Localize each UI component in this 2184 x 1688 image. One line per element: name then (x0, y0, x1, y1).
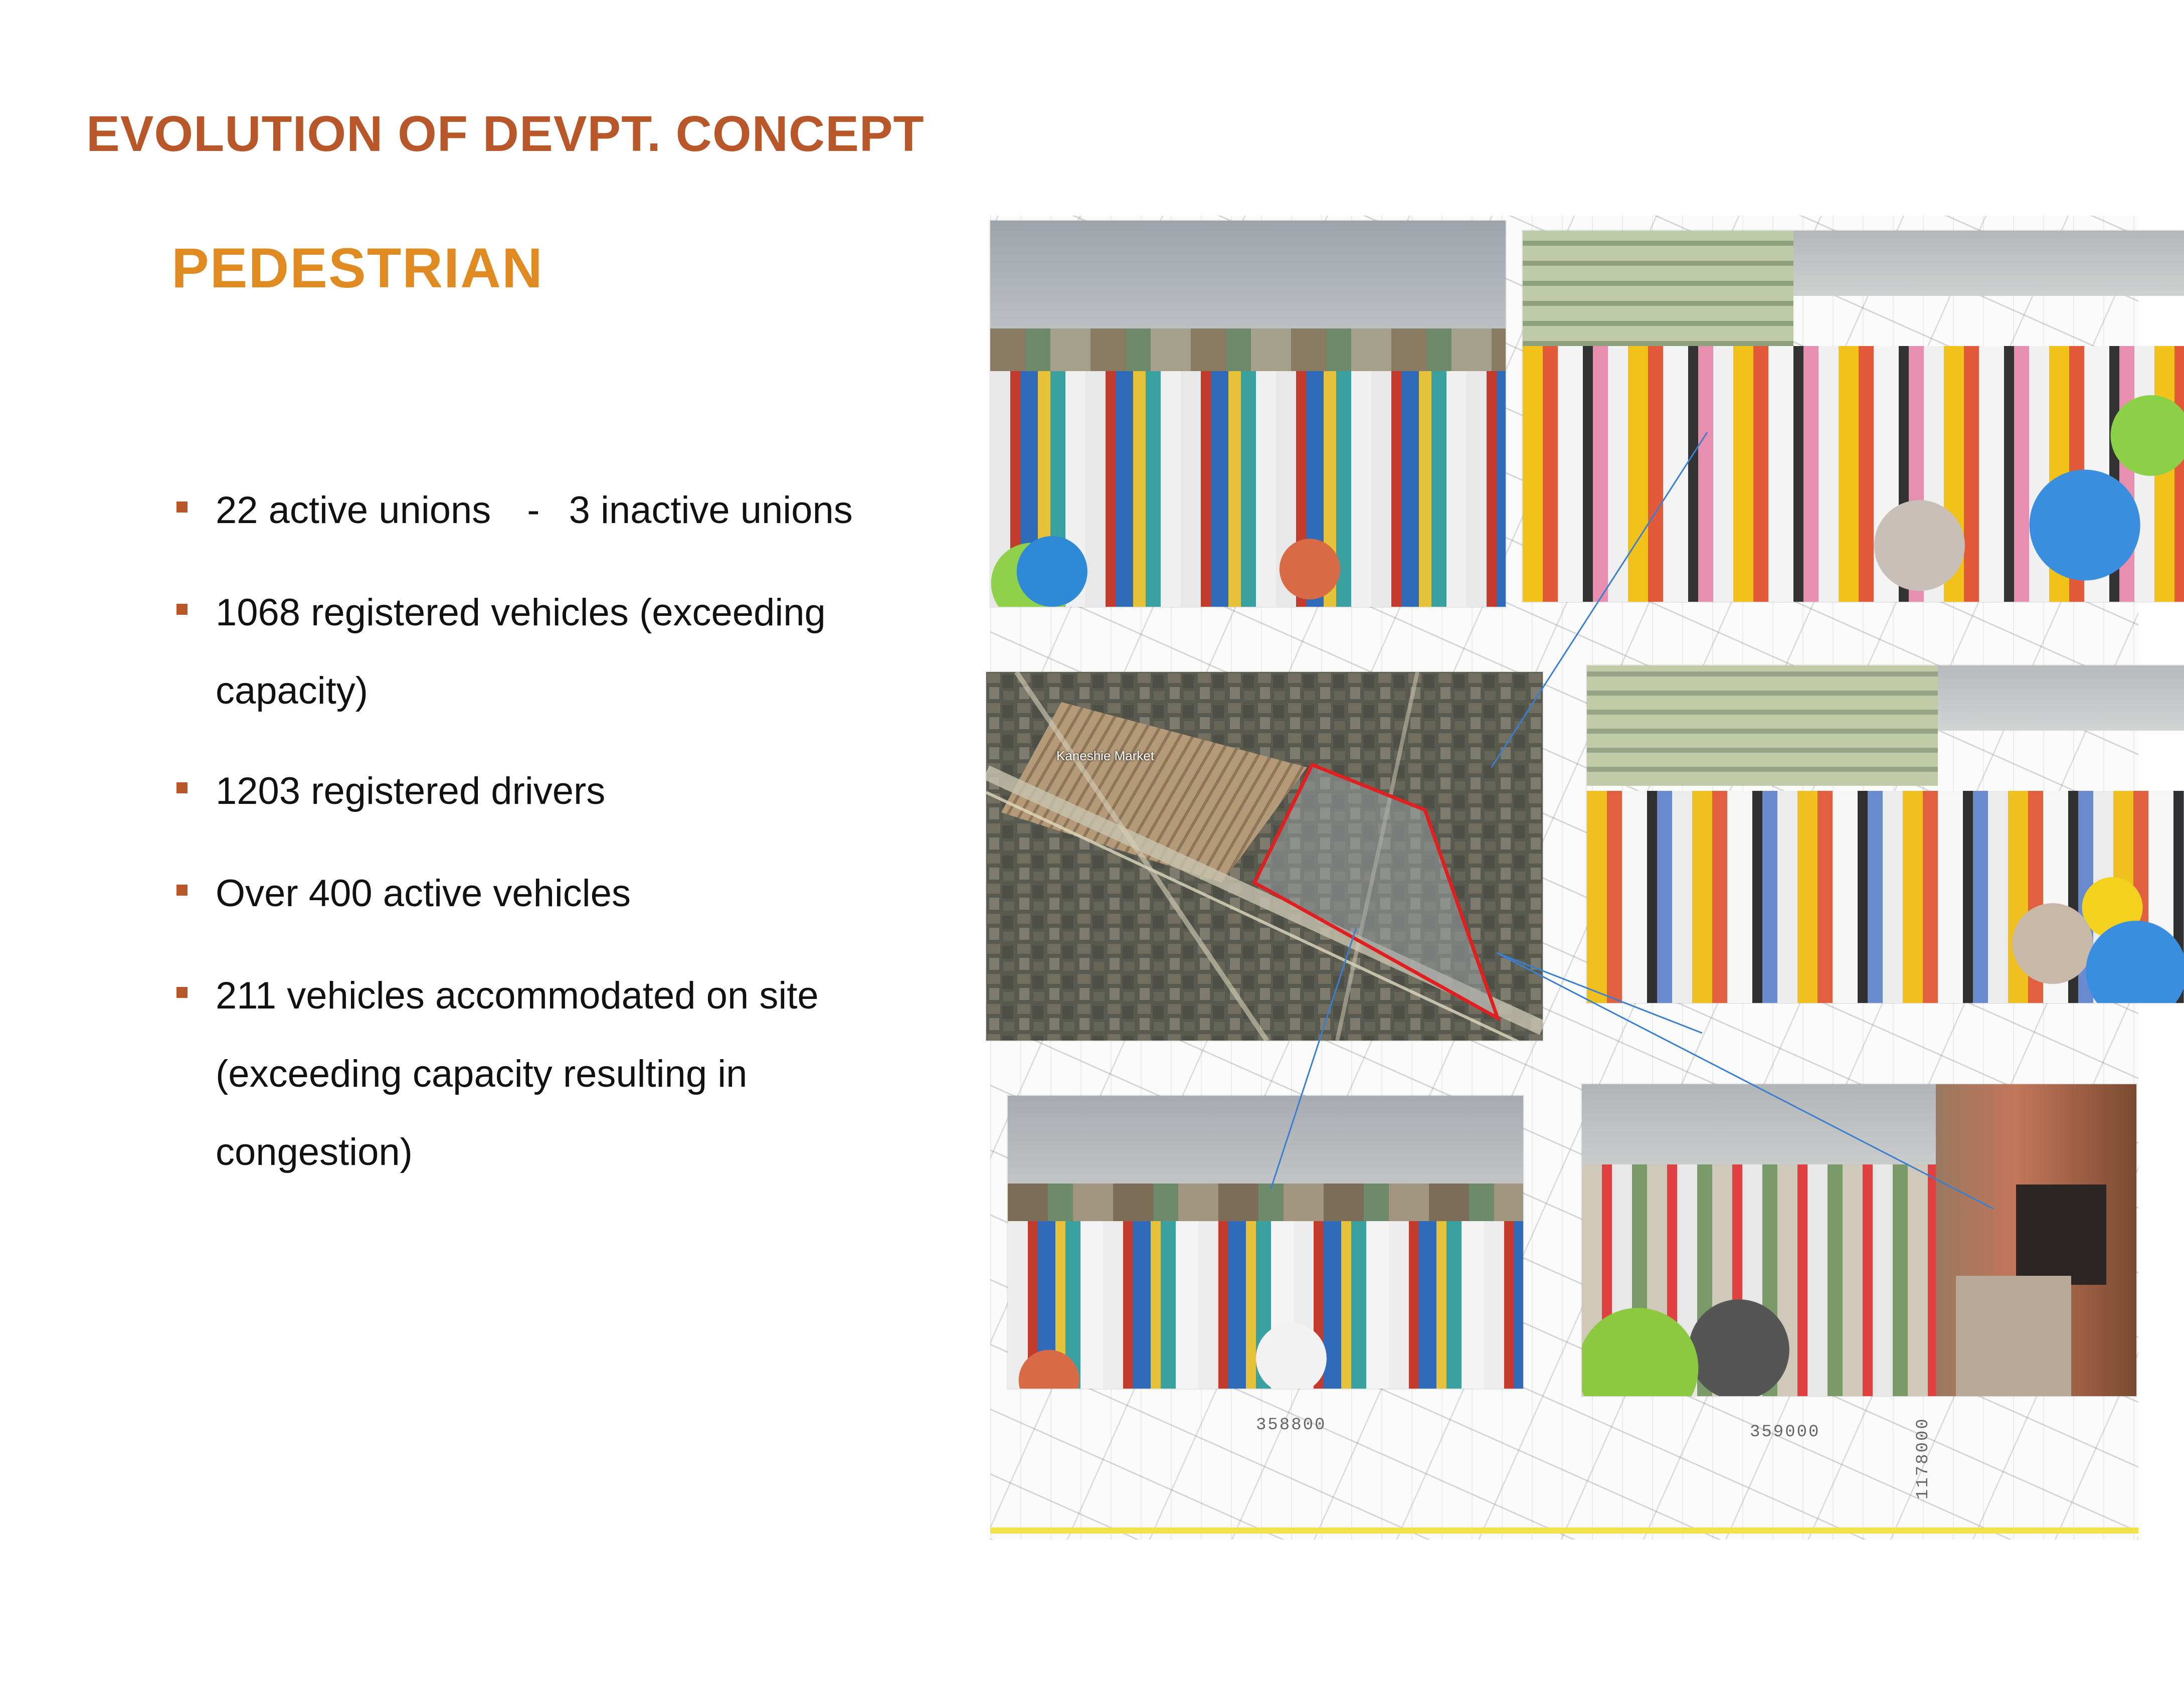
map-grid-label: 1178000 (1914, 1417, 1933, 1499)
bullet-item (216, 957, 933, 1192)
bullet-text: 211 vehicles accommodated on site (216, 974, 819, 1017)
bullet-text: 1203 registered drivers (216, 770, 606, 812)
bullet-text: (exceeding capacity resulting in (216, 1053, 748, 1095)
aerial-place-label: Kaneshie Market (1056, 748, 1155, 763)
bullet-text: Over 400 active vehicles (216, 872, 631, 915)
bullet-list (0, 0, 953, 1688)
map-grid-label: 359000 (1750, 1423, 1821, 1442)
bullet-marker-icon (176, 885, 188, 896)
bullet-text: 1068 registered vehicles (exceeding (216, 591, 826, 634)
bullet-marker-icon (176, 501, 188, 513)
leader-line (1492, 432, 1707, 767)
bullet-text: congestion) (216, 1131, 413, 1173)
leader-lines (990, 216, 2184, 1540)
page-title: EVOLUTION OF DEVPT. CONCEPT (86, 106, 925, 162)
leader-line (1497, 953, 1993, 1209)
bullet-text: 22 active unions (216, 489, 491, 532)
bullet-item (216, 855, 933, 933)
bullet-separator: - (527, 489, 540, 532)
bullet-item (216, 574, 933, 730)
leader-line (1271, 928, 1356, 1189)
bullet-marker-icon (176, 782, 188, 793)
bullet-marker-icon (176, 987, 188, 998)
bullet-text: 3 inactive unions (569, 489, 853, 532)
site-collage (990, 216, 2184, 1540)
bullet-marker-icon (176, 604, 188, 615)
section-subtitle: PEDESTRIAN (171, 237, 543, 299)
bullet-item (216, 752, 933, 830)
map-grid-label: 358800 (1256, 1416, 1327, 1435)
bullet-item (216, 471, 933, 550)
leader-line (1497, 953, 1702, 1033)
bullet-text: capacity) (216, 669, 369, 712)
